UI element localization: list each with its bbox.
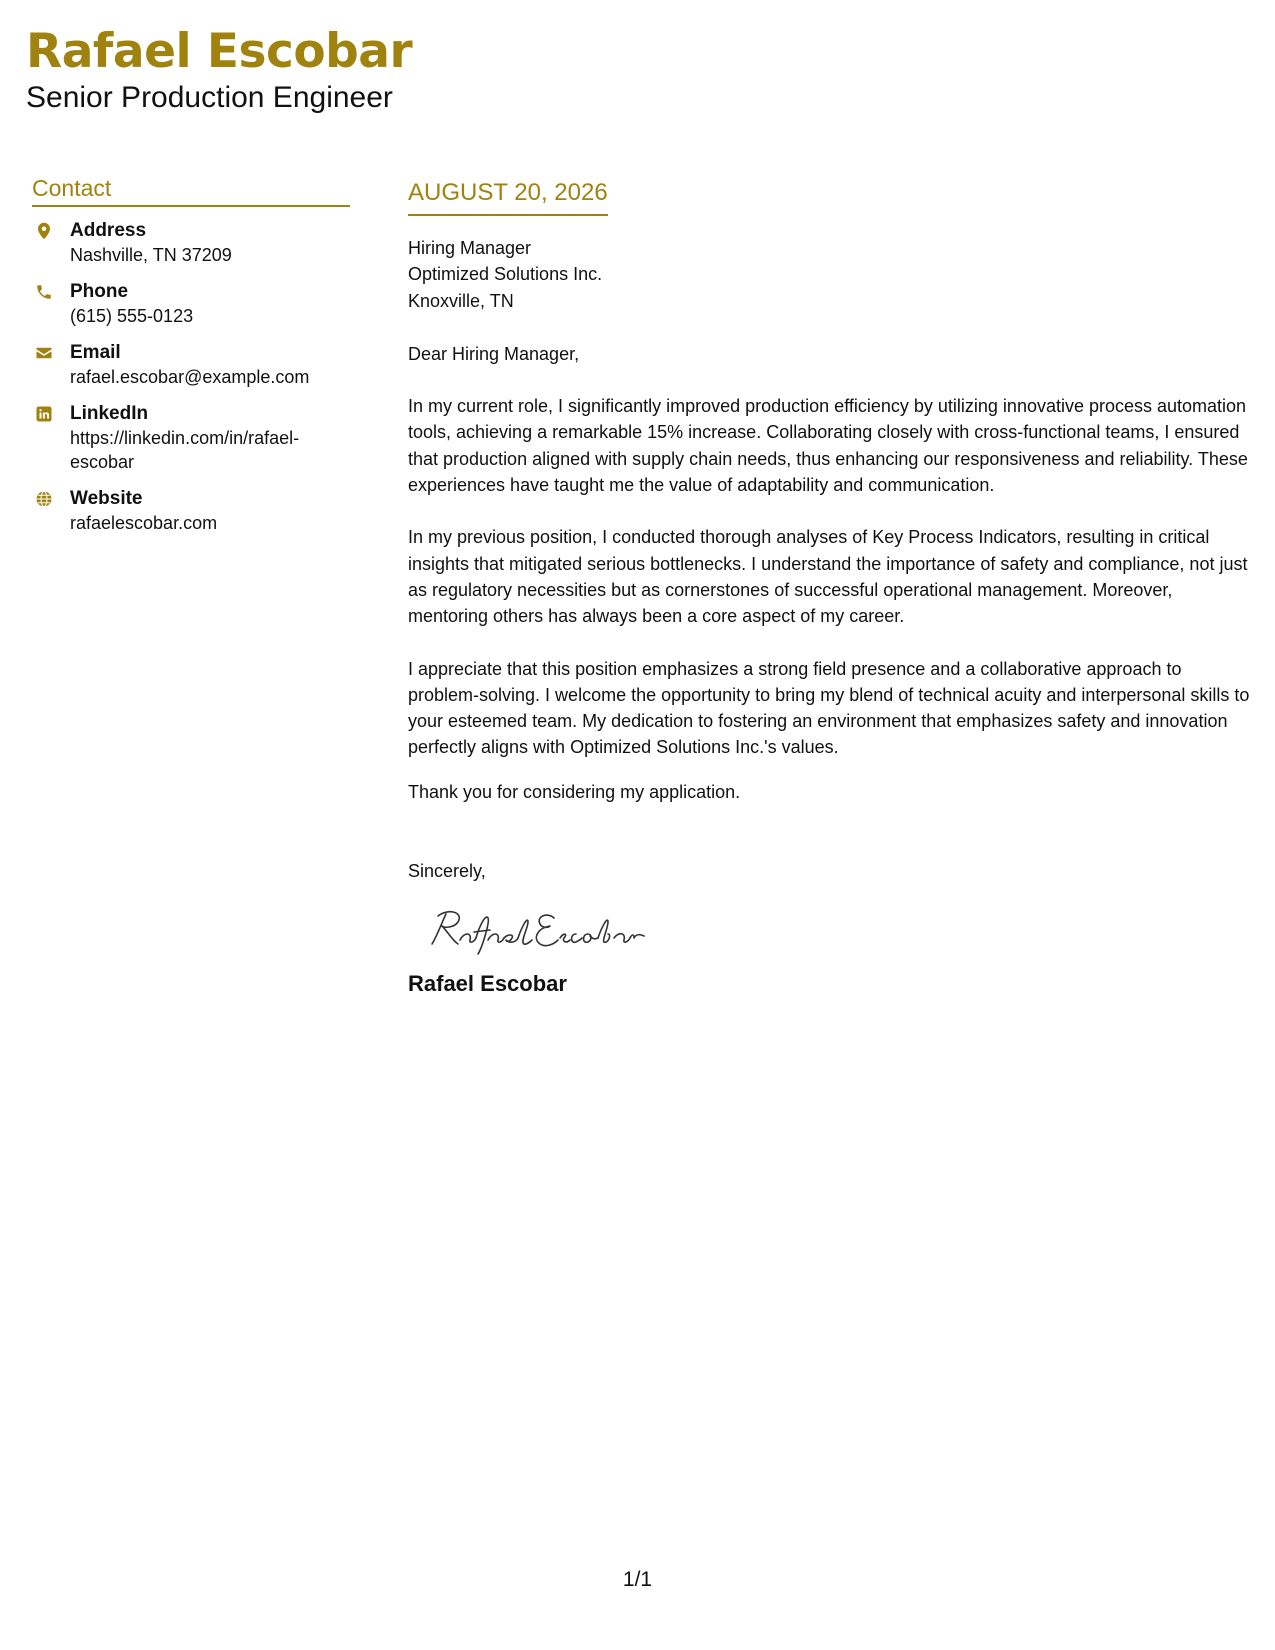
contact-heading: Contact [32,174,350,207]
body-paragraph: In my previous position, I conducted thorough analyses of Key Process Indicators, resulting in critical insights that mitigated serious bottlenecks. I understand the importance of safety and compliance, not just as regulatory necessities but as cornerstones of successful operational management. Moreover, mentoring others has always been a core aspect of my career. [408,527,1248,627]
address-value: Nashville, TN 37209 [70,245,232,265]
globe-icon [32,487,70,508]
page-number: 1/1 [622,1568,653,1591]
contact-label: LinkedIn [70,403,149,424]
letter-body [408,178,1254,998]
email-value[interactable]: rafael.escobar@example.com [70,367,310,387]
recipient-line: Hiring Manager [408,238,532,258]
body-paragraph: In my current role, I significantly improved production efficiency by utilizing innovative process automation tools, achieving a remarkable 15% increase. Collaborating closely with cross-functional teams, I ensured that production aligned with supply chain needs, thus enhancing our responsiveness and reliability. These experiences have taught me the value of adaptability and communication. [408,396,1248,496]
contact-label: Phone [70,281,129,302]
linkedin-icon [32,402,70,423]
letter-date: AUGUST 20, 2026 [408,178,608,216]
contact-item-website [32,487,350,535]
linkedin-value[interactable]: https://linkedin.com/in/rafael-escobar [70,428,300,472]
website-value[interactable]: rafaelescobar.com [70,513,218,533]
header [26,22,412,116]
contact-label: Email [70,342,121,363]
contact-item-linkedin [32,402,350,474]
envelope-icon [32,341,70,362]
salutation: Dear Hiring Manager, [408,343,580,364]
recipient-line: Optimized Solutions Inc. [408,264,603,285]
recipient-line: Knoxville, TN [408,290,514,311]
contact-sidebar [32,174,350,548]
handwritten-signature [424,904,654,956]
signer-name: Rafael Escobar [408,971,567,997]
job-title: Senior Production Engineer [26,81,393,114]
applicant-name: Rafael Escobar [26,24,413,79]
contact-label: Website [70,488,143,509]
recipient-block [408,235,1254,314]
closing-thanks: Thank you for considering my application. [408,781,741,802]
contact-list [32,219,350,535]
contact-label: Address [70,220,147,241]
signoff: Sincerely, [408,861,486,882]
map-pin-icon [32,219,70,240]
phone-icon [32,280,70,301]
phone-value[interactable]: (615) 555-0123 [70,306,194,326]
contact-item-address [32,219,350,267]
contact-item-phone [32,280,350,328]
contact-item-email [32,341,350,389]
body-paragraph: I appreciate that this position emphasizes a strong field presence and a collaborative approach to problem-solving. I welcome the opportunity to bring my blend of technical acuity and interpersonal skills to your esteemed team. My dedication to fostering an environment that emphasizes safety and innovation perfectly aligns with Optimized Solutions Inc.'s values. [408,658,1250,758]
